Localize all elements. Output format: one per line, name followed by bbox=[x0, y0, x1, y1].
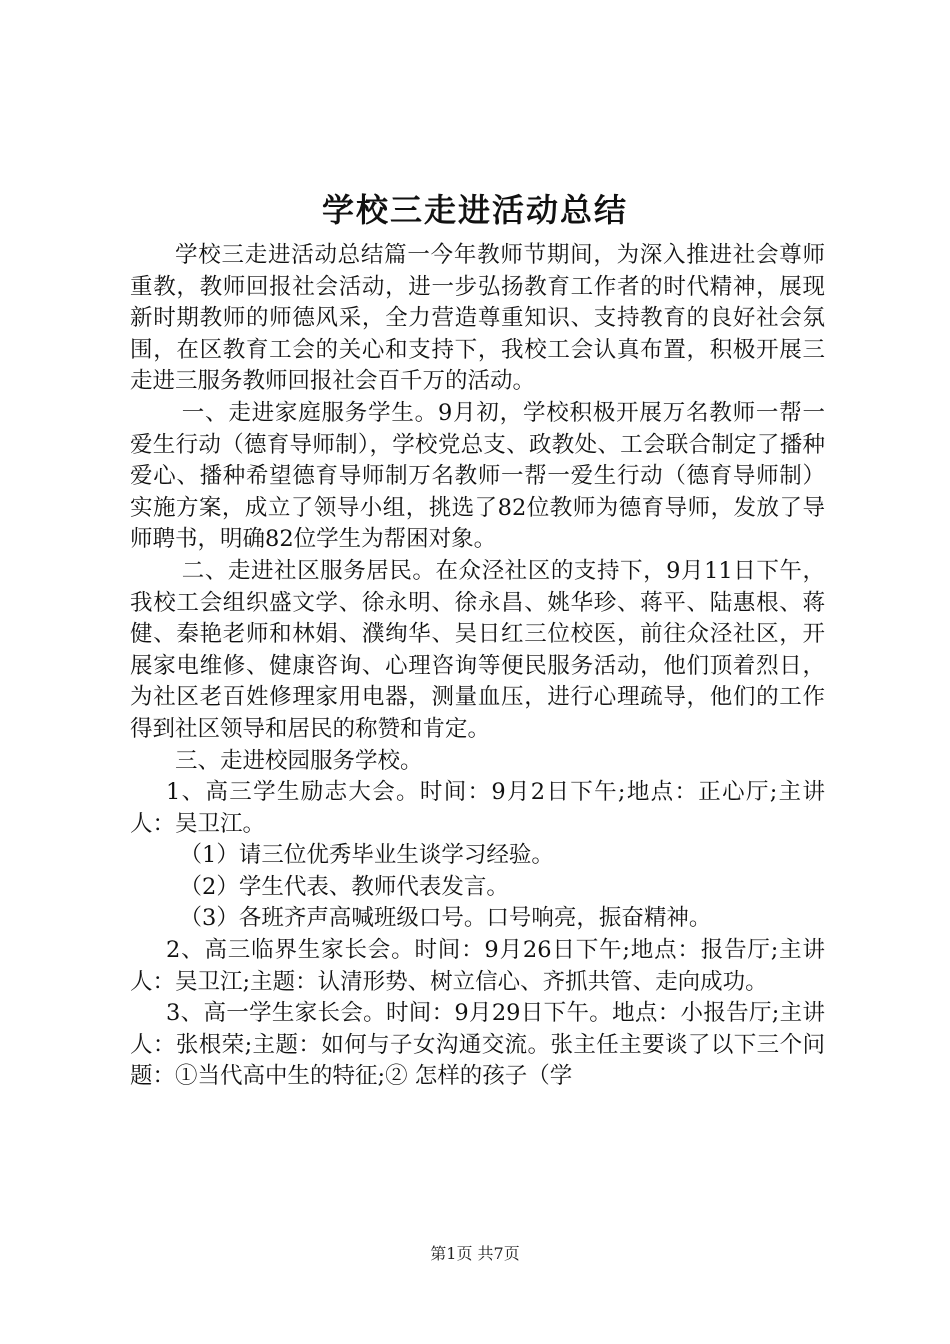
paragraph-subitem-2: （2）学生代表、教师代表发言。 bbox=[179, 873, 509, 900]
paragraph-subitem-3: （3）各班齐声高喊班级口号。口号响亮，振奋精神。 bbox=[179, 905, 712, 932]
paragraph-subitem-1: （1）请三位优秀毕业生谈学习经验。 bbox=[179, 842, 554, 869]
paragraph-section-3: 三、走进校园服务学校。 bbox=[175, 747, 423, 774]
page-number: 第1页 共7页 bbox=[430, 1244, 520, 1263]
paragraph-section-1: 一、走进家庭服务学生。9月初，学校积极开展万名教师一帮一爱生行动（德育导师制），学校党总支、政教处、工会联合制定了播种爱心、播种希望德育导师制万名教师一帮一爱生行动（德育导师制）实施方案，成立了领导小组，挑选了82位教师为德育导师，发放了导师聘书，明确82位学生为帮困对象。 bbox=[130, 399, 825, 553]
paragraph-intro: 学校三走进活动总结篇一今年教师节期间，为深入推进社会尊师重教，教师回报社会活动，进一步弘扬教育工作者的时代精神，展现新时期教师的师德风采，全力营造尊重知识、支持教育的良好社会氛围，在区教育工会的关心和支持下，我校工会认真布置，积极开展三走进三服务教师回报社会百千万的活动。 bbox=[130, 242, 825, 395]
paragraph-section-2: 二、走进社区服务居民。在众泾社区的支持下，9月11日下午，我校工会组织盛文学、徐永明、徐永昌、姚华珍、蒋平、陆惠根、蒋健、秦艳老师和林娟、濮绚华、吴日红三位校医，前往众泾社区，开展家电维修、健康咨询、心理咨询等便民服务活动，他们顶着烈日，为社区老百姓修理家用电器，测量血压，进行心理疏导，他们的工作得到社区领导和居民的称赞和肯定。 bbox=[130, 557, 825, 742]
paragraph-item-2: 2、高三临界生家长会。时间：9月26日下午;地点：报告厅;主讲人：吴卫江;主题：认清形势、树立信心、齐抓共管、走向成功。 bbox=[130, 937, 825, 995]
document-body bbox=[130, 240, 825, 1093]
document-title: 学校三走进活动总结 bbox=[321, 191, 628, 229]
paragraph-item-1: 1、高三学生励志大会。时间：9月2日下午;地点：正心厅;主讲人：吴卫江。 bbox=[130, 779, 825, 837]
paragraph-item-3: 3、高一学生家长会。时间：9月29日下午。地点：小报告厅;主讲人：张根荣;主题：如何与子女沟通交流。张主任主要谈了以下三个问题：①当代高中生的特征;② 怎样的孩子（学 bbox=[130, 1000, 825, 1090]
